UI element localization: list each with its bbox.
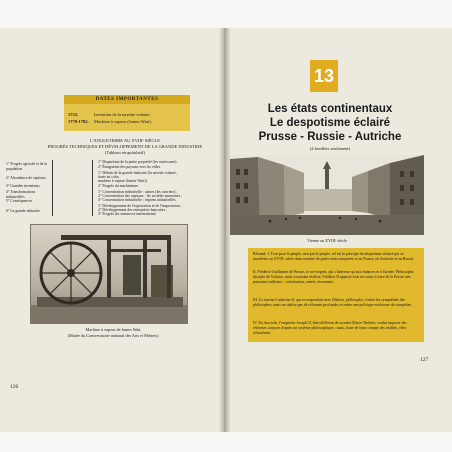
chart-note: (Tableau récapitulatif) <box>104 150 146 155</box>
chapter-title-line: Le despotisme éclairé <box>269 117 391 129</box>
resume-paragraph: III. La tsarine Catherine II, qui correspondait avec Diderot, philosophe, s'attire les sympathies des philosophes, mais ne réalise pas de réformes profondes et mène une politique extérieure de conquêtes. <box>253 298 413 307</box>
photo-caption: Machine à vapeur de James Watt <box>85 327 141 332</box>
chapter-subtitle: (4 feuillets seulement) <box>309 146 351 151</box>
vienna-engraving <box>230 155 424 235</box>
tree-item: 2° Progrès du machinisme. <box>98 184 139 188</box>
tree-item: 1° Débuts de la grande industrie (la navette volante, <box>98 171 177 175</box>
dates-event: Invention de la navette volante. <box>94 112 151 117</box>
chapter-title-line: Les états continentaux <box>267 103 393 115</box>
tree-item: 1° Concentration industrielle : usines (les ouvriers) ; <box>98 190 178 194</box>
tree-item: 3° Progrès du commerce international. <box>98 212 157 216</box>
tree-item: machine à vapeur (James Watt)). <box>98 179 148 183</box>
tree-label: 5° Conséquences <box>6 199 33 203</box>
tree-label: 3° Grandes inventions <box>6 184 40 188</box>
tree-item: fonte au coke, <box>98 175 120 179</box>
tree-item: 1° Développement de l'exportation et de l'importation ; <box>98 204 182 208</box>
tree-label: 6° La grande industrie <box>6 209 40 213</box>
page-number-right: 127 <box>420 357 429 363</box>
tree-item: 2° Concentration des capitaux : les sociétés anonymes ; <box>98 194 183 198</box>
tree-label: 1° Progrès agricole et de la population <box>6 162 48 171</box>
tree-item: 3° Concentration industrielle ; régions industrielles. <box>98 198 177 202</box>
tree-item: 2° Émigration des paysans vers les villes. <box>98 165 161 169</box>
tree-spine <box>92 160 93 216</box>
resume-paragraph: Résumé. I. Tout pour le peuple, rien par le peuple, tel fut le principe du despotisme éclairé qui se manifeste au XVIIIᵉ siècle dans nombre de petits états européens et en Prusse, en Autriche et en Russie. <box>253 252 415 261</box>
dates-row <box>68 119 152 124</box>
resume-paragraph: IV. En Autriche, l'empereur Joseph II, bien différent de sa mère Marie-Thérèse, voulut imposer des réformes conçues d'après un système philosophique ; mais, faute de tenir compte des réalités, elles échouèrent. <box>253 321 407 335</box>
vienna-street-illustration <box>230 155 424 235</box>
chapter-number-badge: 13 <box>310 60 338 92</box>
steam-engine-photo <box>30 224 188 324</box>
steam-engine-illustration <box>31 225 187 323</box>
dates-row <box>68 112 151 117</box>
photo-caption-source: (Musée du Conservatoire national des Arts et Métiers) <box>67 333 159 338</box>
tree-label: 2° Abondance de capitaux <box>6 176 46 180</box>
chart-title: L'ANGLETERRE AU XVIIIᵉ SIÈCLE <box>89 138 161 143</box>
dates-header: DATES IMPORTANTES <box>64 95 190 104</box>
chapter-title-line: Prusse - Russie - Autriche <box>258 131 402 143</box>
tree-label: 4° Transformations industrielles <box>6 190 36 199</box>
page-number-left: 126 <box>10 384 19 390</box>
dates-year: 1733. <box>68 112 79 117</box>
dates-year: 1770-1782. <box>68 119 89 124</box>
resume-paragraph: II. Frédéric-Guillaume de Prusse, le roi-sergent, qui s'intéresse qu'aux finances et à l'armée. Philosophe, disciple de Voltaire, mais souverain réaliste, Frédéric II apporte tous ses soins à faire de la Prusse une puissance militaire : colonisation, armée, économie. <box>253 270 415 284</box>
dates-event: Machine à vapeur (James Watt). <box>94 119 152 124</box>
tree-item: 1° Disparition de la petite propriété (les enclosures). <box>98 160 178 164</box>
tree-item: 2° Développement des entreprises bancaires ; <box>98 208 168 212</box>
chart-subtitle: PROGRÈS TECHNIQUES ET DÉVELOPPEMENT DE LA GRANDE INDUSTRIE <box>47 144 203 149</box>
tree-spine <box>52 160 53 216</box>
photo-caption-right: Vienne au XVIIIᵉ siècle <box>307 238 347 243</box>
